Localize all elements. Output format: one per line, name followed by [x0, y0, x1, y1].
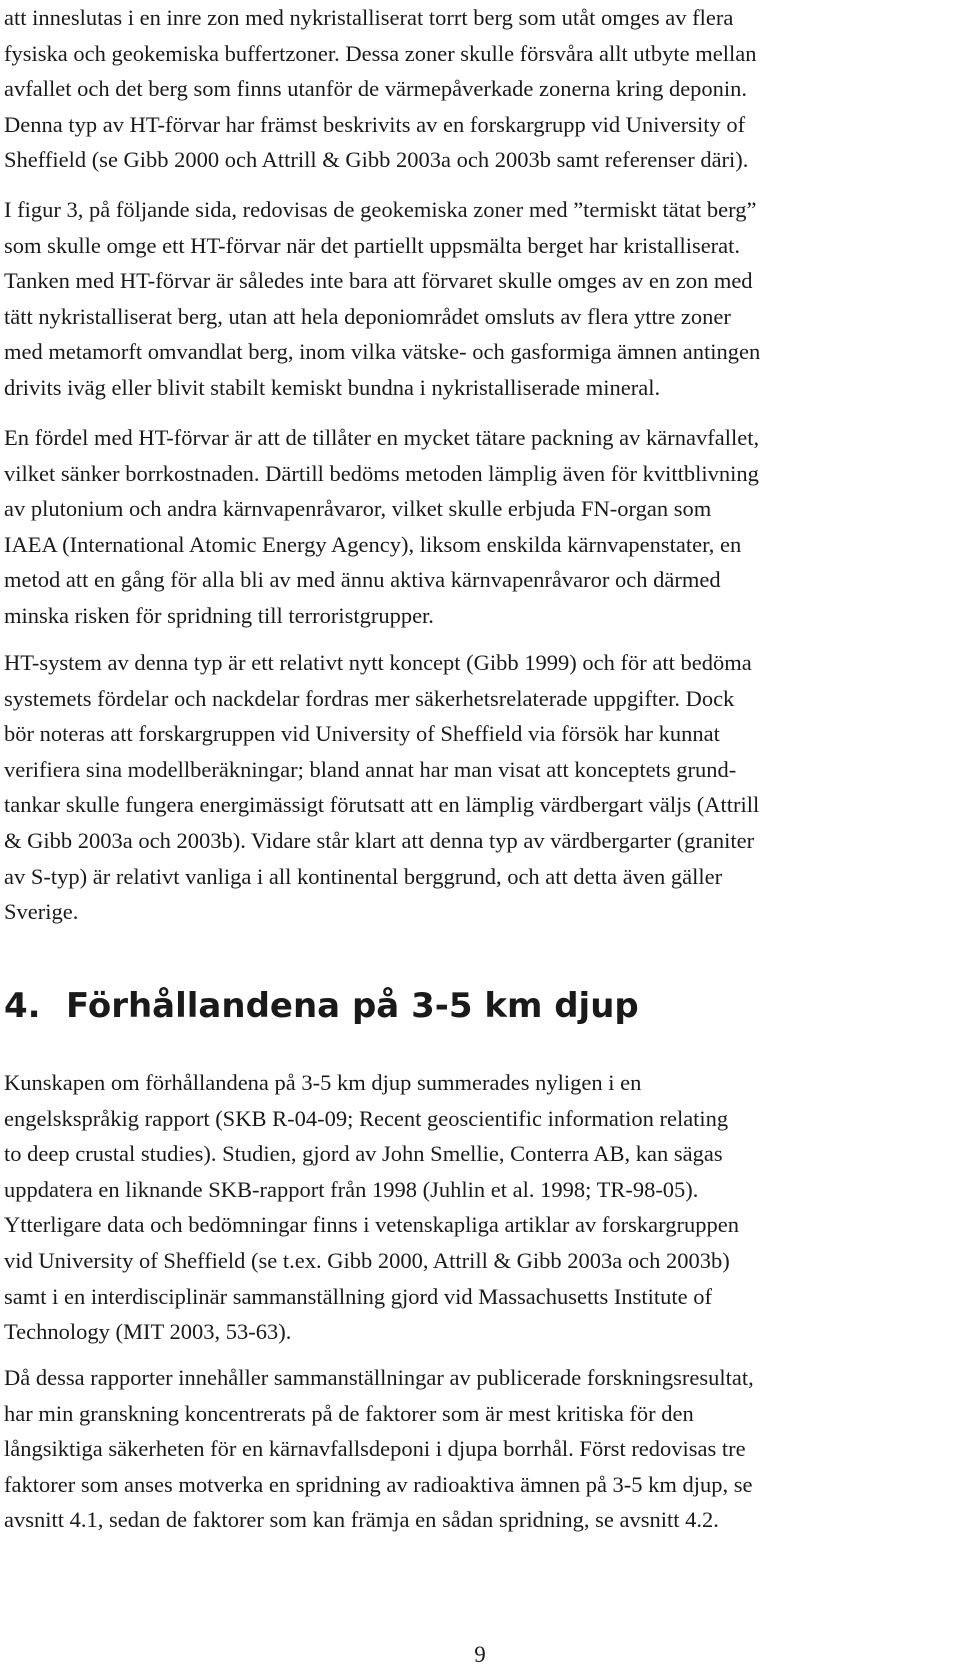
text-line: samt i en interdisciplinär sammanställning gjord vid Massachusetts Institute of — [4, 1283, 713, 1309]
text-line: bör noteras att forskargruppen vid University of Sheffield via försök har kunnat — [4, 721, 720, 747]
text-line: HT-system av denna typ är ett relativt nytt koncept (Gibb 1999) och för att bedöma — [4, 650, 752, 675]
text-line: faktorer som anses motverka en spridning av radioaktiva ämnen på 3-5 km djup, se — [4, 1471, 753, 1497]
text-line: Då dessa rapporter innehåller sammanställningar av publicerade forskningsresultat, — [4, 1365, 754, 1390]
text-line: avsnitt 4.1, sedan de faktorer som kan främja en sådan spridning, se avsnitt 4.2. — [4, 1507, 719, 1533]
text-line: avfallet och det berg som finns utanför de värmepåverkade zonerna kring deponin. — [4, 76, 748, 102]
text-line: IAEA (International Atomic Energy Agency), liksom enskilda kärnvapenstater, en — [4, 531, 742, 557]
text-line: Sheffield (se Gibb 2000 och Attrill & Gibb 2003a och 2003b samt referenser däri). — [4, 147, 749, 173]
text-line: I figur 3, på följande sida, redovisas de geokemiska zoner med ”termiskt tätat berg” — [4, 197, 757, 222]
paragraph-1 — [4, 0, 954, 178]
text-line: En fördel med HT-förvar är att de tillåter en mycket tätare packning av kärnavfallet, — [4, 425, 760, 450]
text-line: uppdatera en liknande SKB-rapport från 1998 (Juhlin et al. 1998; TR-98-05). — [4, 1176, 699, 1202]
text-line: Kunskapen om förhållandena på 3-5 km djup summerades nyligen i en — [4, 1070, 642, 1095]
paragraph-4 — [4, 645, 954, 930]
text-line: tätt nykristalliserat berg, utan att hela deponiområdet omsluts av flera yttre zoner — [4, 303, 731, 329]
text-line: & Gibb 2003a och 2003b). Vidare står klart att denna typ av värdbergarter (graniter — [4, 827, 755, 853]
paragraph-6 — [4, 1360, 954, 1538]
text-line: verifiera sina modellberäkningar; bland annat har man visat att konceptets grund- — [4, 756, 737, 782]
page-number: 9 — [474, 1642, 486, 1667]
text-line: systemets fördelar och nackdelar fordras mer säkerhetsrelaterade uppgifter. Dock — [4, 685, 735, 711]
text-line: Ytterligare data och bedömningar finns i vetenskapliga artiklar av forskargruppen — [4, 1212, 739, 1238]
text-line: av S-typ) är relativt vanliga i all kontinental berggrund, och att detta även gäller — [4, 863, 723, 889]
section-heading — [4, 985, 639, 1027]
text-line: metod att en gång för alla bli av med ännu aktiva kärnvapenråvaror och därmed — [4, 567, 721, 593]
text-line: vilket sänker borrkostnaden. Därtill bedöms metoden lämplig även för kvittblivning — [4, 460, 759, 486]
paragraph-3 — [4, 420, 954, 634]
text-line: att inneslutas i en inre zon med nykristalliserat torrt berg som utåt omges av flera — [4, 5, 734, 30]
text-line: engelskspråkig rapport (SKB R-04-09; Recent geoscientific information relating — [4, 1105, 729, 1131]
text-line: Sverige. — [4, 899, 79, 925]
text-line: tankar skulle fungera energimässigt förutsatt att en lämplig värdbergart väljs (Attrill — [4, 792, 760, 818]
text-line: med metamorft omvandlat berg, inom vilka vätske- och gasformiga ämnen antingen — [4, 339, 761, 365]
text-line: av plutonium och andra kärnvapenråvaror, vilket skulle erbjuda FN-organ som — [4, 496, 712, 522]
text-line: har min granskning koncentrerats på de faktorer som är mest kritiska för den — [4, 1400, 694, 1426]
text-line: fysiska och geokemiska buffertzoner. Dessa zoner skulle försvåra allt utbyte mellan — [4, 40, 757, 66]
text-line: långsiktiga säkerheten för en kärnavfallsdeponi i djupa borrhål. Först redovisas tre — [4, 1436, 746, 1462]
section-number: 4. — [4, 986, 41, 1026]
text-line: Tanken med HT-förvar är således inte bara att förvaret skulle omges av en zon med — [4, 268, 753, 294]
paragraph-5 — [4, 1065, 954, 1350]
section-title: Förhållandena på 3-5 km djup — [66, 986, 639, 1026]
text-line: Technology (MIT 2003, 53-63). — [4, 1319, 292, 1345]
text-line: vid University of Sheffield (se t.ex. Gibb 2000, Attrill & Gibb 2003a och 2003b) — [4, 1247, 730, 1273]
paragraph-2 — [4, 192, 954, 406]
text-line: to deep crustal studies). Studien, gjord av John Smellie, Conterra AB, kan sägas — [4, 1141, 723, 1167]
text-line: minska risken för spridning till terroristgrupper. — [4, 602, 434, 628]
text-line: drivits iväg eller blivit stabilt kemiskt bundna i nykristalliserade mineral. — [4, 374, 661, 400]
text-line: Denna typ av HT-förvar har främst beskrivits av en forskargrupp vid University of — [4, 111, 746, 137]
text-line: som skulle omge ett HT-förvar när det partiellt uppsmälta berget har kristalliserat. — [4, 232, 741, 258]
